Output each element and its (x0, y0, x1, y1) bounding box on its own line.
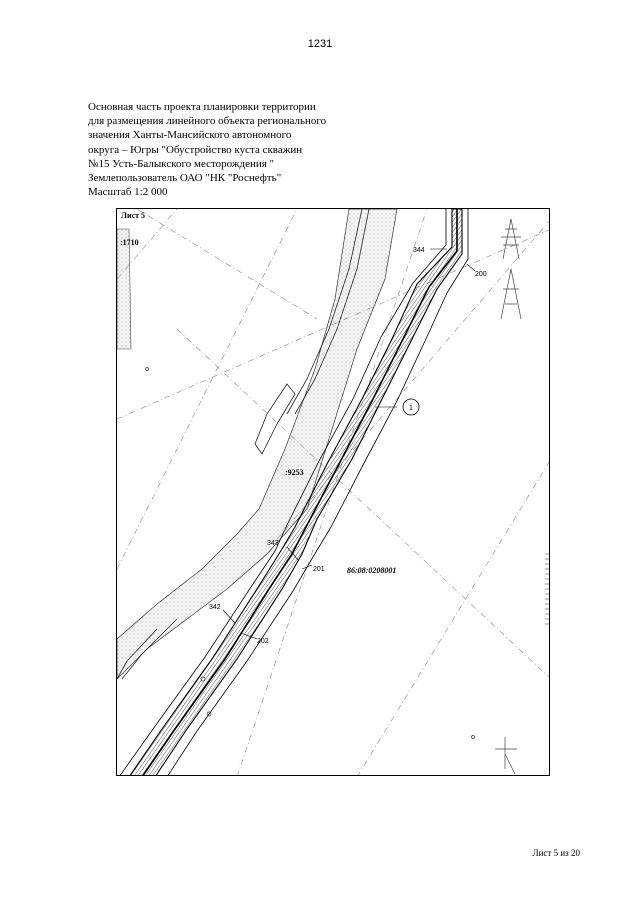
dotted-strip-left (117, 229, 131, 349)
map-drawing (117, 209, 550, 776)
title-line: Основная часть проекта планировки территории (88, 101, 316, 113)
point-label: 202 (257, 638, 269, 645)
edge-scale (545, 554, 550, 624)
title-line: Землепользователь ОАО "НК "Роснефть" (88, 172, 282, 185)
callout-number: 1 (409, 405, 413, 412)
title-line: округа – Югры "Обустройство куста скважин (88, 143, 303, 156)
power-tower-icon (495, 219, 521, 774)
planning-map (116, 208, 550, 776)
title-line: значения Ханты-Мансийского автономного (88, 129, 292, 142)
point-label: 200 (475, 271, 487, 278)
scale-label: Масштаб 1:2 000 (88, 186, 168, 199)
point-label: 342 (209, 604, 221, 611)
point-label: 343 (267, 540, 279, 547)
survey-lines (117, 209, 550, 776)
page-number: 1231 (307, 38, 333, 50)
document-title-block (88, 100, 388, 199)
cadastral-block-label: 86:08:0208001 (347, 566, 397, 575)
title-line: №15 Усть-Балыкского месторождения " (88, 157, 275, 170)
title-line: для размещения линейного объекта регионального (88, 115, 327, 128)
sheet-label: Лист 5 (121, 211, 146, 220)
sheet-counter: Лист 5 из 20 (532, 848, 580, 858)
parcel-label: :9253 (285, 468, 304, 477)
point-label: 344 (413, 247, 425, 254)
point-label: 201 (313, 566, 325, 573)
parcel-label: :1710 (120, 238, 139, 247)
